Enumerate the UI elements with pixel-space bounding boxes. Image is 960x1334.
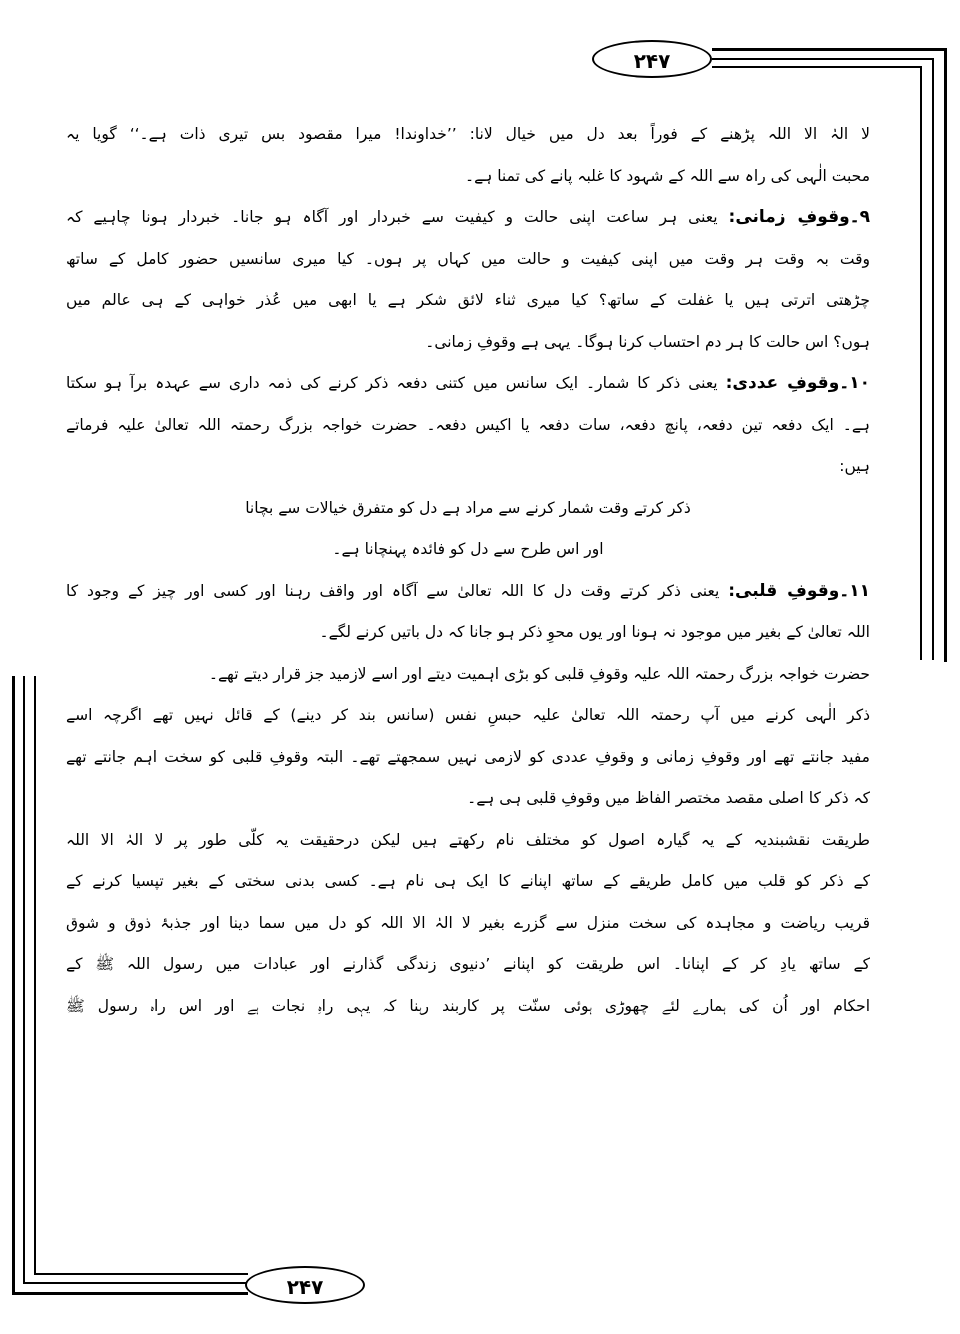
text-segment: یعنی ذکر کرتے وقت دل کا اللہ تعالیٰ سے آگاہ اور واقف رہنا اور کسی اور چیز کے وجود کا xyxy=(66,581,729,600)
text-segment: حضرت خواجہ بزرگ رحمتہ اللہ علیہ وقوفِ قلبی کو بڑی اہمیت دیتے اور اسے لازمید جز قرار دیتے تھے۔ xyxy=(208,664,870,683)
text-segment: ذکر کرتے وقت شمار کرنے سے مراد ہے دل کو متفرق خیالات سے بچانا xyxy=(245,498,691,517)
text-line xyxy=(66,405,870,447)
left-rule-middle xyxy=(23,676,25,1284)
text-line xyxy=(66,446,870,488)
text-line xyxy=(66,695,870,737)
text-line xyxy=(66,322,870,364)
text-segment: کے ذکر کو قلب میں کامل طریقے کے ساتھ اپنانے کا ایک ہی نام ہے۔ کسی بدنی سختی کے بغیر تپسیا کرنے کے xyxy=(66,872,870,890)
text-line xyxy=(66,280,870,322)
text-segment: یعنی ہر ساعت اپنی حالت و کیفیت سے خبردار اور آگاہ ہو جانا۔ خبردار ہونا چاہیے کہ xyxy=(66,208,729,226)
page-number-bottom: ۲۴۷ xyxy=(245,1266,365,1304)
bottom-rule-inner xyxy=(34,1273,248,1275)
top-rule-outer xyxy=(712,48,946,51)
text-line xyxy=(66,861,870,903)
text-line xyxy=(66,654,870,696)
right-rule-middle xyxy=(932,58,934,660)
page-body-text xyxy=(66,114,870,1027)
bottom-rule-outer xyxy=(12,1292,248,1295)
text-line xyxy=(66,903,870,945)
text-line xyxy=(66,820,870,862)
text-line xyxy=(66,612,870,654)
text-line xyxy=(66,114,870,156)
text-segment: وقت بہ وقت ہر وقت میں اپنی کیفیت و حالت میں کہاں پر ہوں۔ کیا میری سانسیں حضور کامل کے ساتھ xyxy=(66,249,870,268)
text-line xyxy=(66,778,870,820)
text-line xyxy=(66,156,870,198)
text-line xyxy=(66,363,870,405)
text-line xyxy=(66,571,870,613)
text-line xyxy=(66,197,870,239)
left-rule-outer xyxy=(12,676,15,1294)
text-segment: کہ ذکر کا اصلی مقصد مختصر الفاظ میں وقوفِ قلبی ہی ہے۔ xyxy=(467,789,870,807)
text-segment: کے ساتھ یادِ کر کے اپنانا۔ اس طریقت کو اپنانے ’دنیوی زندگی گذارنے اور عبادات میں رسول اللہ ﷺ کے xyxy=(66,955,870,973)
text-segment: احکام اور اُن کی ہمارے لئے چھوڑی ہوئی سنّت پر کاربند رہنا کہ یہی راہِ نجات ہے اور اس راہ رسول ﷺ xyxy=(66,996,870,1015)
text-segment: محبت الٰہی کی راہ سے اللہ کے شہود کا غلبہ پانے کی تمنا ہے۔ xyxy=(465,166,870,185)
text-segment: مفید جانتے تھے اور وقوفِ زمانی و وقوفِ عددی کو لازمی نہیں سمجھتے تھے۔ البتہ وقوفِ قلبی کو سخت اہم جانتے تھے xyxy=(66,747,870,766)
page-number-top: ۲۴۷ xyxy=(592,40,712,78)
right-rule-outer xyxy=(944,48,947,662)
text-segment: قریب ریاضت و مجاہدہ کی سخت منزل سے گزرے بغیر لا الہٰ الا اللہ کو دل میں سما دینا اور جذبۂ ذوق و شوق xyxy=(66,913,870,932)
text-segment: طریقت نقشبندیہ کے یہ گیارہ اصول کو مختلف نام رکھتے ہیں لیکن درحقیقت یہ کلّی طور پر لا الہٰ الا اللہ xyxy=(66,830,870,849)
text-segment: ذکر الٰہی کرنے میں آپ رحمتہ اللہ تعالیٰ علیہ حبسِ نفس (سانس بند کر دینے) کے قائل نہیں تھے اگرچہ اسے xyxy=(66,706,870,724)
right-rule-inner xyxy=(920,66,922,660)
text-line xyxy=(66,488,870,530)
text-segment: اور اس طرح سے دل کو فائدہ پہنچانا ہے۔ xyxy=(332,540,604,558)
text-segment: چڑھتی اترتی ہیں یا غفلت کے ساتھ؟ کیا میری ثناء لائق شکر ہے یا ابھی میں عُذر خواہی کے ہی عالم میں xyxy=(66,291,870,309)
text-segment: اللہ تعالیٰ کے بغیر میں موجود نہ ہونا اور یوں محوِ ذکر ہو جانا کہ دل باتیں کرنے لگے۔ xyxy=(319,623,870,641)
section-heading: ۱۰۔وقوفِ عددی: xyxy=(725,373,870,393)
section-heading: ۱۱۔وقوفِ قلبی: xyxy=(728,580,870,601)
text-line xyxy=(66,737,870,779)
text-segment: ہے۔ ایک دفعہ تین دفعہ، پانچ دفعہ، سات دفعہ یا اکیس دفعہ۔ حضرت خواجہ بزرگ رحمتہ اللہ تعالیٰ علیہ فرماتے xyxy=(66,415,870,434)
bottom-rule-middle xyxy=(23,1282,248,1284)
section-heading: ۹۔وقوفِ زمانی: xyxy=(728,207,870,227)
text-line xyxy=(66,529,870,571)
left-rule-inner xyxy=(34,676,36,1274)
text-line xyxy=(66,239,870,281)
text-line xyxy=(66,944,870,986)
text-segment: ہوں؟ اس حالت کا ہر دم احتساب کرنا ہوگا۔ یہی ہے وقوفِ زمانی۔ xyxy=(425,332,870,351)
top-rule-inner xyxy=(712,66,922,68)
top-rule-middle xyxy=(712,58,934,60)
text-segment: لا الہٰ الا اللہ پڑھنے کے فوراً بعد دل میں خیال لانا: ’’خداوندا! میرا مقصود بس تیری ذات ہے۔‘‘ گویا یہ xyxy=(66,125,870,143)
text-segment: ہیں: xyxy=(839,457,870,475)
text-segment: یعنی ذکر کا شمار۔ ایک سانس میں کتنی دفعہ ذکر کرنے کی ذمہ داری سے عہدہ برآ ہو سکتا xyxy=(66,374,726,392)
text-line xyxy=(66,986,870,1028)
